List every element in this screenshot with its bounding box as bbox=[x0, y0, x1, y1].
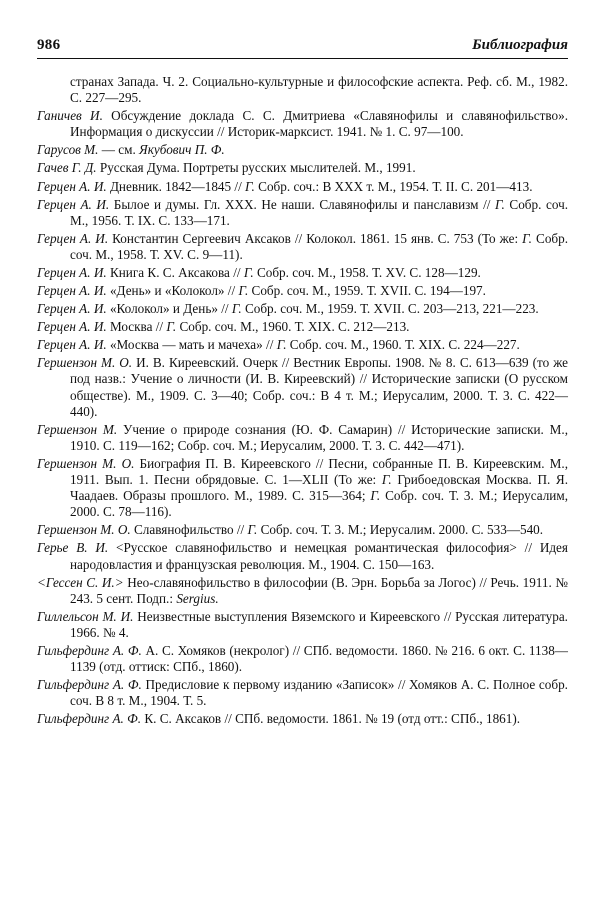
bibliography-entry bbox=[37, 108, 568, 140]
bibliography-entry bbox=[37, 522, 568, 538]
entry-text: Собр. соч. М., 1956. Т. IX. С. 133—171. bbox=[70, 196, 568, 228]
entry-text: И. В. Киреевский. Очерк // Вестник Европы. 1908. № 8. С. 613—639 (то же под назв.: Учение о личности (И. В. Киреевский) // Исторические записки (О русском обществе). М., 1909. С. 3—40; Собр. соч.: В 4 т. М.; Иерусалим, 2000. Т. 3. С. 422—440). bbox=[70, 355, 568, 419]
entry-italic-text: Г. bbox=[381, 472, 392, 488]
entry-text: Былое и думы. Гл. XXX. Не наши. Славянофилы и панславизм // bbox=[109, 196, 495, 212]
entry-text: «День» и «Колокол» // bbox=[106, 283, 239, 298]
entry-text: <Русское славянофильство и немецкая романтическая философия> // Идея народовластия и французская революция. М., 1904. С. 150—163. bbox=[70, 540, 568, 572]
bibliography-entry bbox=[37, 265, 568, 281]
entry-text: Собр. соч. М., 1959. Т. XVII. С. 194—197. bbox=[248, 283, 486, 298]
entry-text: Дневник. 1842—1845 // bbox=[106, 178, 246, 194]
entry-text: Книга К. С. Аксакова // bbox=[106, 264, 244, 280]
bibliography-entry bbox=[37, 160, 568, 176]
entry-author: Гильфердинг А. Ф. bbox=[37, 677, 142, 693]
entry-author: Гиллельсон М. И. bbox=[37, 608, 134, 624]
bibliography-entry bbox=[37, 540, 568, 572]
bibliography-entry bbox=[37, 283, 568, 299]
entry-author: Гершензон М. О. bbox=[37, 355, 133, 371]
running-head: Библиография bbox=[472, 37, 568, 53]
bibliography-entry bbox=[37, 319, 568, 335]
bibliography-entry-continuation bbox=[37, 74, 568, 106]
entry-text: Биография П. В. Киреевского // Песни, собранные П. В. Киреевским. М., 1911. Вып. 1. Песни обрядовые. С. 1—XLII (То же: bbox=[70, 455, 568, 488]
entry-italic-text: Sergius. bbox=[176, 590, 219, 606]
entry-author: Герцен А. И. bbox=[37, 319, 107, 335]
entry-italic-text: Г. bbox=[231, 301, 242, 317]
bibliography-entry bbox=[37, 355, 568, 420]
entry-text: А. С. Хомяков (некролог) // СПб. ведомости. 1860. № 216. 6 окт. С. 1138—1139 (отд. оттиск: СПб., 1860). bbox=[70, 643, 568, 675]
bibliography-entry bbox=[37, 609, 568, 641]
entry-italic-text: Г. bbox=[276, 337, 287, 353]
entry-text: Собр. соч. М., 1958. Т. XV. С. 9—11). bbox=[70, 230, 569, 262]
entry-italic-text: Г. bbox=[243, 264, 254, 280]
entry-author: Гершензон М. bbox=[37, 421, 118, 437]
page-header bbox=[37, 36, 568, 59]
entry-italic-text: Г. bbox=[522, 230, 532, 246]
entry-author: Герцен А. И. bbox=[37, 301, 107, 317]
entry-text: — см. bbox=[98, 142, 140, 158]
entry-author: Гершензон М. О. bbox=[37, 522, 131, 538]
bibliography-list bbox=[37, 74, 568, 730]
bibliography-entry bbox=[37, 179, 568, 195]
entry-author: Гарусов М. bbox=[37, 142, 99, 158]
entry-text: Нео-славянофильство в философии (В. Эрн. Борьба за Логос) // Речь. 1911. № 243. 5 сент. Подп.: bbox=[70, 574, 568, 606]
entry-text: Собр. соч. Т. 3. М.; Иерусалим. 2000. С. 533—540. bbox=[257, 522, 544, 538]
bibliography-entry bbox=[37, 301, 568, 317]
entry-italic-text: Г. bbox=[370, 488, 381, 504]
entry-text: Собр. соч. М., 1960. Т. XIX. С. 212—213. bbox=[176, 319, 410, 335]
entry-text: Собр. соч. М., 1958. Т. XV. С. 128—129. bbox=[253, 264, 481, 280]
entry-text: Обсуждение доклада С. С. Дмитриева «Славянофилы и славянофильство». Информация о дискуссии // Историк-марксист. 1941. № 1. С. 97—100. bbox=[70, 108, 568, 140]
entry-text: Грибоедовская Москва. П. Я. Чаадаев. Образы прошлого. М., 1989. С. 315—364; bbox=[70, 472, 569, 504]
entry-text: К. С. Аксаков // СПб. ведомости. 1861. № 19 (отд отт.: СПб., 1861). bbox=[141, 711, 521, 727]
entry-text: «Колокол» и День» // bbox=[106, 301, 232, 317]
entry-text: Славянофильство // bbox=[130, 522, 248, 538]
entry-text: Москва // bbox=[106, 319, 167, 335]
entry-author: Гильфердинг А. Ф. bbox=[37, 643, 142, 659]
entry-text: Собр. соч. М., 1960. Т. XIX. С. 224—227. bbox=[286, 337, 520, 353]
entry-text: Учение о природе сознания (Ю. Ф. Самарин) // Исторические записки. М., 1910. С. 119—162; Собр. соч. М.; Иерусалим, 2000. Т. 3. С. 442—471). bbox=[70, 421, 568, 453]
entry-author: Герцен А. И. bbox=[37, 196, 110, 212]
entry-text: «Москва — мать и мачеха» // bbox=[106, 337, 277, 353]
entry-italic-text: Г. bbox=[238, 283, 249, 298]
bibliography-entry bbox=[37, 677, 568, 709]
entry-author: Гильфердинг А. Ф. bbox=[37, 711, 142, 727]
bibliography-entry bbox=[37, 711, 568, 727]
entry-author: <Гессен С. И.> bbox=[37, 574, 124, 590]
bibliography-entry bbox=[37, 197, 568, 229]
bibliography-entry bbox=[37, 643, 568, 675]
entry-text: Предисловие к первому изданию «Записок» // Хомяков А. С. Полное собр. соч. В 8 т. М., 1904. Т. 5. bbox=[70, 677, 568, 709]
entry-italic-text: Г. bbox=[495, 196, 505, 212]
entry-author: Герцен А. И. bbox=[37, 178, 107, 194]
entry-italic-text: Г. bbox=[245, 178, 255, 194]
entry-text: странах Запада. Ч. 2. Социально-культурные и философские аспекта. Реф. сб. М., 1982. С. 227—295. bbox=[70, 74, 568, 106]
entry-text: Собр. соч.: В XXX т. М., 1954. Т. II. С. 201—413. bbox=[254, 178, 533, 194]
entry-italic-text: Г. bbox=[166, 319, 177, 335]
entry-author: Герцен А. И. bbox=[37, 337, 107, 353]
entry-author: Ганичев И. bbox=[37, 108, 103, 124]
entry-text: Собр. соч. Т. 3. М.; Иерусалим, 2000. С. 78—116). bbox=[70, 488, 568, 520]
entry-author: Герцен А. И. bbox=[37, 264, 107, 280]
bibliography-entry bbox=[37, 575, 568, 607]
entry-text: Русская Дума. Портреты русских мыслителей. М., 1991. bbox=[96, 160, 416, 176]
entry-author: Гачев Г. Д. bbox=[37, 160, 97, 176]
bibliography-entry bbox=[37, 422, 568, 454]
entry-italic-text: Г. bbox=[247, 522, 258, 538]
entry-text: Константин Сергеевич Аксаков // Колокол. 1861. 15 янв. С. 753 (То же: bbox=[108, 230, 523, 246]
page-number: 986 bbox=[37, 37, 61, 53]
entry-author: Герцен А. И. bbox=[37, 230, 109, 246]
bibliography-entry bbox=[37, 142, 568, 158]
entry-author: Гершензон М. О. bbox=[37, 455, 135, 471]
bibliography-entry bbox=[37, 231, 568, 263]
entry-author: Герцен А. И. bbox=[37, 283, 107, 298]
bibliography-entry bbox=[37, 337, 568, 353]
entry-author: Герье В. И. bbox=[37, 540, 109, 556]
bibliography-entry bbox=[37, 456, 568, 521]
entry-text: Неизвестные выступления Вяземского и Киреевского // Русская литература. 1966. № 4. bbox=[70, 608, 568, 641]
entry-text: Собр. соч. М., 1959. Т. XVII. С. 203—213, 221—223. bbox=[241, 301, 539, 317]
entry-italic-text: Якубович П. Ф. bbox=[139, 142, 225, 158]
